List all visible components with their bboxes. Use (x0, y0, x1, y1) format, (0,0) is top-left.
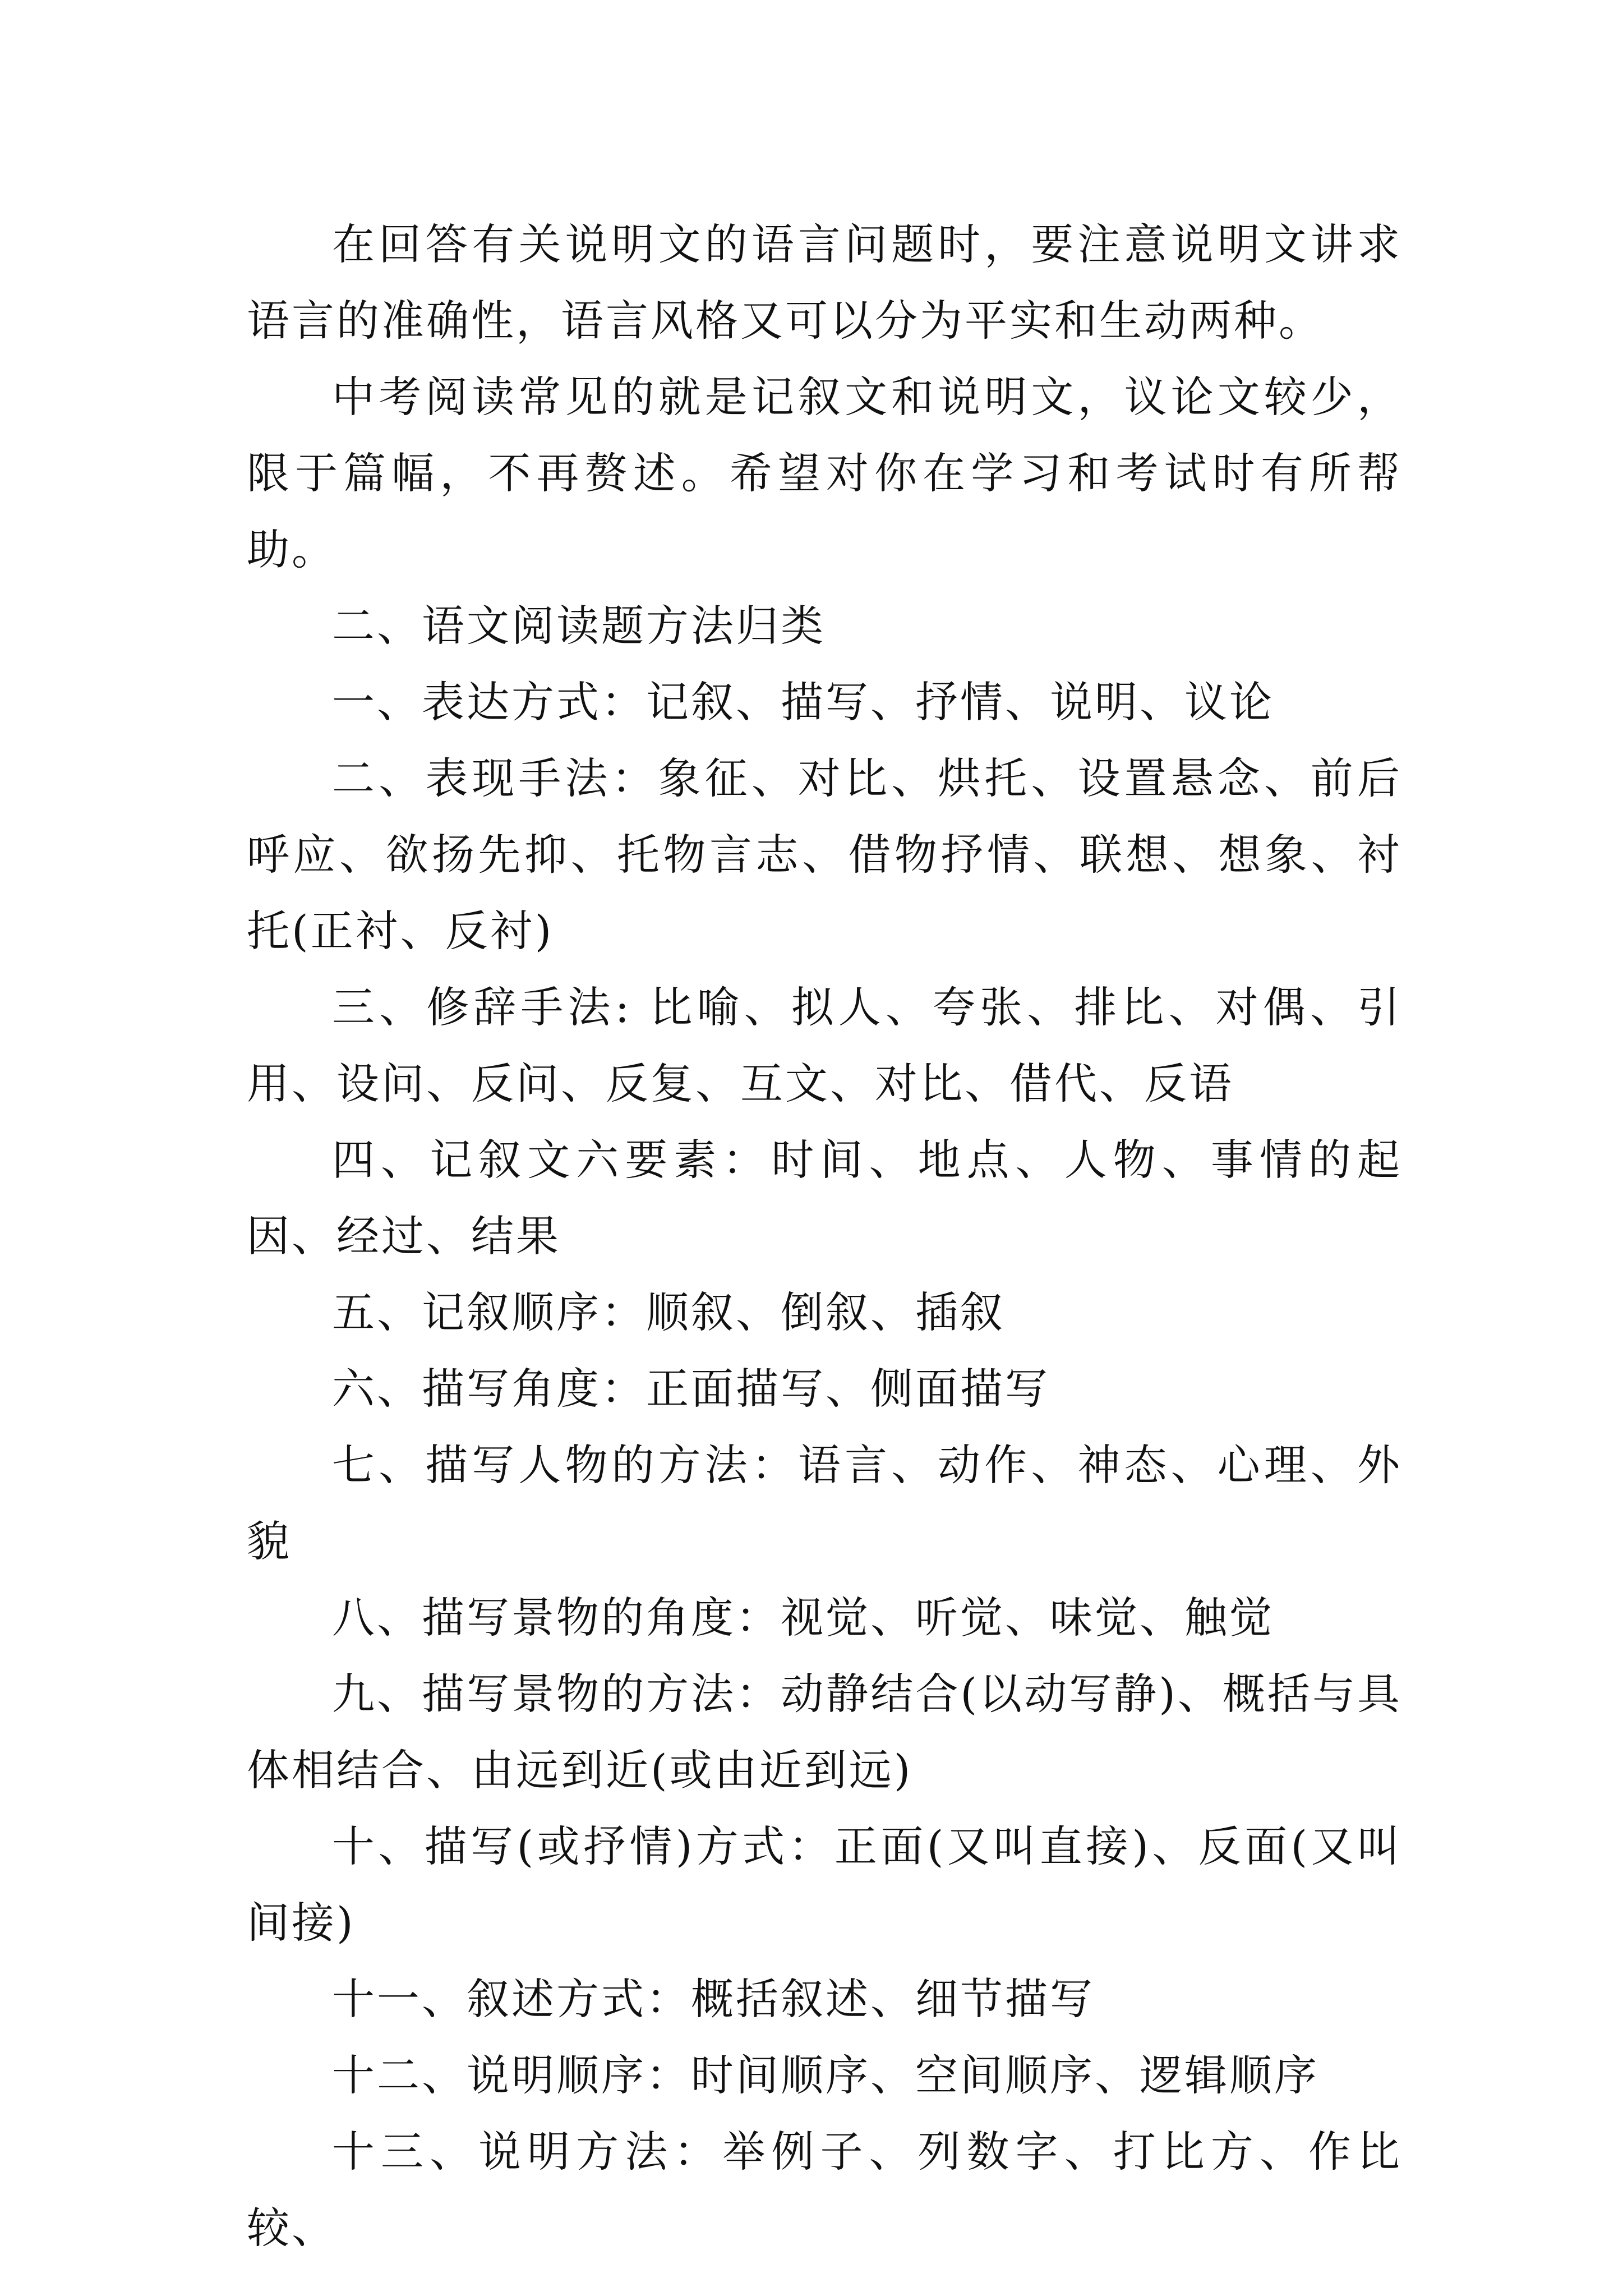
list-item-description-angle: 六、描写角度：正面描写、侧面描写 (332, 1364, 1050, 1414)
list-item-narration-mode: 十一、叙述方式：概括叙述、细节描写 (332, 1974, 1095, 2024)
list-item-explanation-order: 十二、说明顺序：时间顺序、空间顺序、逻辑顺序 (332, 2050, 1319, 2100)
list-item-description-mode: 十、描写(或抒情)方式：正面(又叫直接)、反面(又叫间接) (247, 1821, 1402, 1948)
list-item-expression: 一、表达方式：记叙、描写、抒情、说明、议论 (332, 677, 1274, 727)
list-item-techniques: 二、表现手法：象征、对比、烘托、设置悬念、前后呼应、欲扬先抑、托物言志、借物抒情、联想、想象、衬托(正衬、反衬) (247, 753, 1402, 956)
list-item-rhetoric: 三、修辞手法: 比喻、拟人、夸张、排比、对偶、引用、设问、反问、反复、互文、对比、借代、反语 (247, 982, 1402, 1108)
list-item-scenery-method: 九、描写景物的方法：动静结合(以动写静)、概括与具体相结合、由远到近(或由近到远) (247, 1669, 1402, 1795)
list-item-scenery-angle: 八、描写景物的角度：视觉、听觉、味觉、触觉 (332, 1593, 1274, 1642)
list-item-narrative-order: 五、记叙顺序：顺叙、倒叙、插叙 (332, 1287, 1005, 1337)
list-item-explanation-method: 十三、说明方法：举例子、列数字、打比方、作比较、 (247, 2127, 1402, 2253)
paragraph-exam-reading: 中考阅读常见的就是记叙文和说明文，议论文较少，限于篇幅，不再赘述。希望对你在学习和考试时有所帮助。 (247, 372, 1402, 574)
list-item-character-description: 七、描写人物的方法：语言、动作、神态、心理、外貌 (247, 1440, 1402, 1566)
list-item-narrative-elements: 四、记叙文六要素：时间、地点、人物、事情的起因、经过、结果 (247, 1135, 1402, 1261)
document-body (247, 206, 1402, 2266)
section-heading-methods: 二、语文阅读题方法归类 (332, 601, 826, 651)
paragraph-language-accuracy: 在回答有关说明文的语言问题时，要注意说明文讲求语言的准确性，语言风格又可以分为平实和生动两种。 (247, 219, 1402, 346)
